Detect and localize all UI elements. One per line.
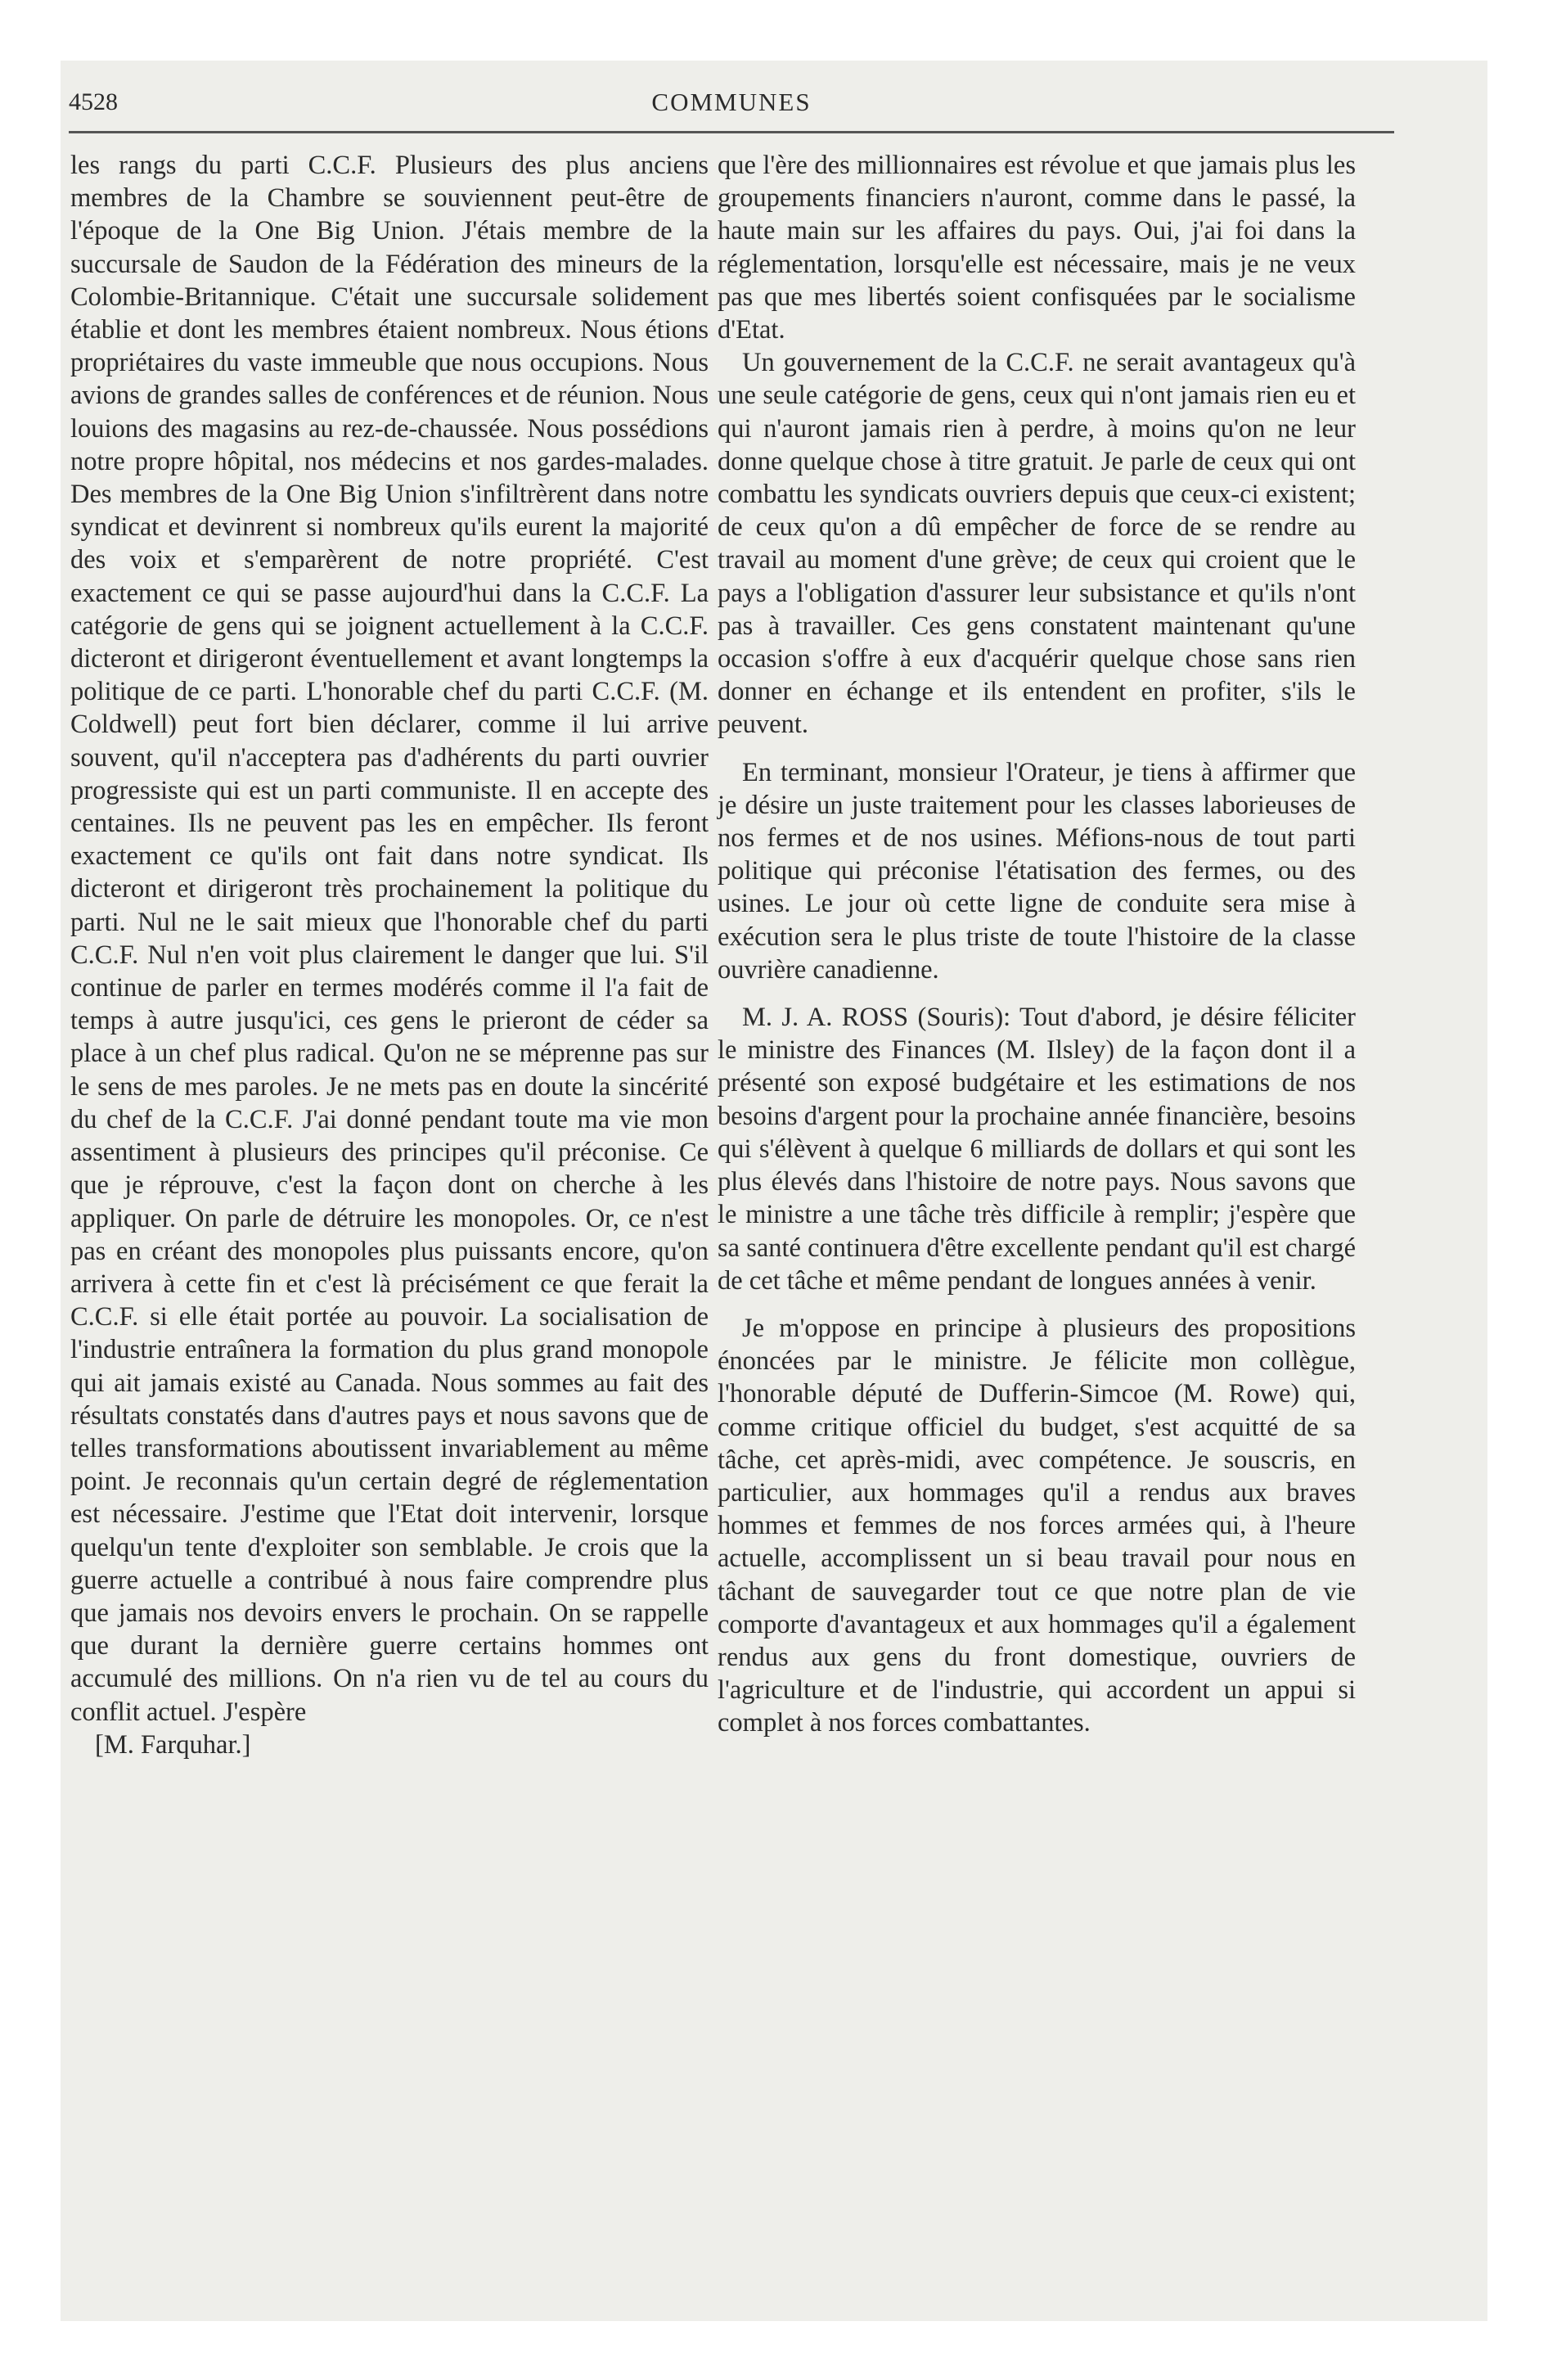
left-paragraph-1: les rangs du parti C.C.F. Plusieurs des plus anciens membres de la Chambre se souviennent peut-être de l'époque de la One Big Union. J'étais membre de la succursale de Saudon de la Fédération des mineurs de la Colombie-Britannique. C'était une succursale solidement établie et dont les membres étaient nombreux. Nous étions propriétaires du vaste immeuble que nous occupions. Nous avions de grandes salles de conférences et de réunion. Nous louions des magasins au rez-de-chaussée. Nous possédions notre propre hôpital, nos médecins et nos gardes-malades. Des membres de la One Big Union s'infiltrèrent dans notre syndicat et devinrent si nombreux qu'ils eurent la majorité des voix et s'emparèrent de notre propriété. C'est exactement ce qui se passe aujourd'hui dans la C.C.F. La catégorie de gens qui se joignent actuellement à la C.C.F. dicteront et dirigeront éventuellement et avant longtemps la politique de ce parti. L'honorable chef du parti C.C.F. (M. Coldwell) peut fort bien déclarer, comme il lui arrive souvent, qu'il n'acceptera pas d'adhérents du parti ouvrier progressiste qui est un parti communiste. Il en accepte des centaines. Ils ne peuvent pas les en empêcher. Ils feront exactement ce qu'ils ont fait dans notre syndicat. Ils dicteront et dirigeront très prochainement la politique du parti. Nul ne le sait mieux que l'honorable chef du parti C.C.F. Nul n'en voit plus clairement le danger que lui. S'il continue de parler en termes modérés comme il l'a fait de temps à autre jusqu'ici, ces gens le prieront de céder sa place à un chef plus radical. Qu'on ne se méprenne pas sur le sens de mes paroles. Je ne mets pas en doute la sincérité du chef de la C.C.F. J'ai donné pendant toute ma vie mon assentiment à plusieurs des principes qu'il préconise. Ce que je réprouve, c'est la façon dont on cherche à les appliquer. On parle de détruire les monopoles. Or, ce n'est pas en créant des monopoles plus puissants encore, qu'on arrivera à cette fin et c'est là précisément ce que ferait la C.C.F. si elle était portée au pouvoir. La socialisation de l'industrie entraînera la formation du plus grand monopole qui ait jamais existé au Canada. Nous sommes au fait des résultats constatés dans d'autres pays et nous savons que de telles transformations aboutissent invariablement au même point. Je reconnais qu'un certain degré de réglementation est nécessaire. J'estime que l'Etat doit intervenir, lorsque quelqu'un tente d'exploiter son semblable. Je crois que la guerre actuelle a contribué à nous faire comprendre plus que jamais nos devoirs envers le prochain. On se rappelle que durant la dernière guerre certains hommes ont accumulé des millions. On n'a rien vu de tel au cours du conflit actuel. J'espère — [70, 151, 709, 1727]
right-paragraph-5: Je m'oppose en principe à plusieurs des propositions énoncées par le ministre. Je félicite mon collègue, l'honorable député de Dufferin-Simcoe (M. Rowe) qui, comme critique officiel du budget, s'est acquitté de sa tâche, cet après-midi, avec compétence. Je souscris, en particulier, aux hommages qu'il a rendus aux braves hommes et femmes de nos forces armées qui, à l'heure actuelle, accomplissent un si beau travail pour nous en tâchant de sauvegarder tout ce que notre plan de vie comporte d'avantageux et aux hommages qu'il a également rendus aux gens du front domestique, ouvriers de l'agriculture et de l'industrie, qui accordent un appui si complet à nos forces combattantes. — [718, 1313, 1356, 1738]
running-title: COMMUNES — [651, 88, 812, 116]
right-column — [718, 149, 1356, 1740]
speaker-signature: [M. Farquhar.] — [95, 1729, 251, 1760]
header-rule — [69, 131, 1394, 133]
page-number: 4528 — [69, 88, 118, 115]
page-header — [69, 79, 1394, 126]
left-column — [70, 149, 709, 1761]
right-paragraph-4: M. J. A. ROSS (Souris): Tout d'abord, je désire féliciter le ministre des Finances (M. Ilsley) de la façon dont il a présenté son exposé budgétaire et les estimations de nos besoins d'argent pour la prochaine année financière, besoins qui s'élèvent à quelque 6 milliards de dollars et qui sont les plus élevés dans l'histoire de notre pays. Nous savons que le ministre a une tâche très difficile à remplir; j'espère que sa santé continuera d'être excellente pendant qu'il est chargé de cet tâche et même pendant de longues années à venir. — [718, 1003, 1356, 1296]
right-paragraph-2: Un gouvernement de la C.C.F. ne serait avantageux qu'à une seule catégorie de gens, ceux qui n'ont jamais rien eu et qui n'auront jamais rien à perdre, à moins qu'on ne leur donne quelque chose à titre gratuit. Je parle de ceux qui ont combattu les syndicats ouvriers depuis que ceux-ci existent; de ceux qu'on a dû empêcher de force de se rendre au travail au moment d'une grève; de ceux qui croient que le pays a l'obligation d'assurer leur subsistance et qu'ils n'ont pas à travailler. Ces gens constatent maintenant qu'une occasion s'offre à eux d'acquérir quelque chose sans rien donner en échange et ils entendent en profiter, s'ils le peuvent. — [718, 348, 1356, 740]
right-paragraph-3: En terminant, monsieur l'Orateur, je tiens à affirmer que je désire un juste traitement pour les classes laborieuses de nos fermes et de nos usines. Méfions-nous de tout parti politique qui préconise l'étatisation des fermes, ou des usines. Le jour où cette ligne de conduite sera mise à exécution sera le plus triste de toute l'histoire de la classe ouvrière canadienne. — [718, 757, 1356, 985]
right-paragraph-1: que l'ère des millionnaires est révolue et que jamais plus les groupements financiers n'auront, comme dans le passé, la haute main sur les affaires du pays. Oui, j'ai foi dans la réglementation, lorsqu'elle est nécessaire, mais je ne veux pas que mes libertés soient confisquées par le socialisme d'Etat. — [718, 151, 1356, 345]
